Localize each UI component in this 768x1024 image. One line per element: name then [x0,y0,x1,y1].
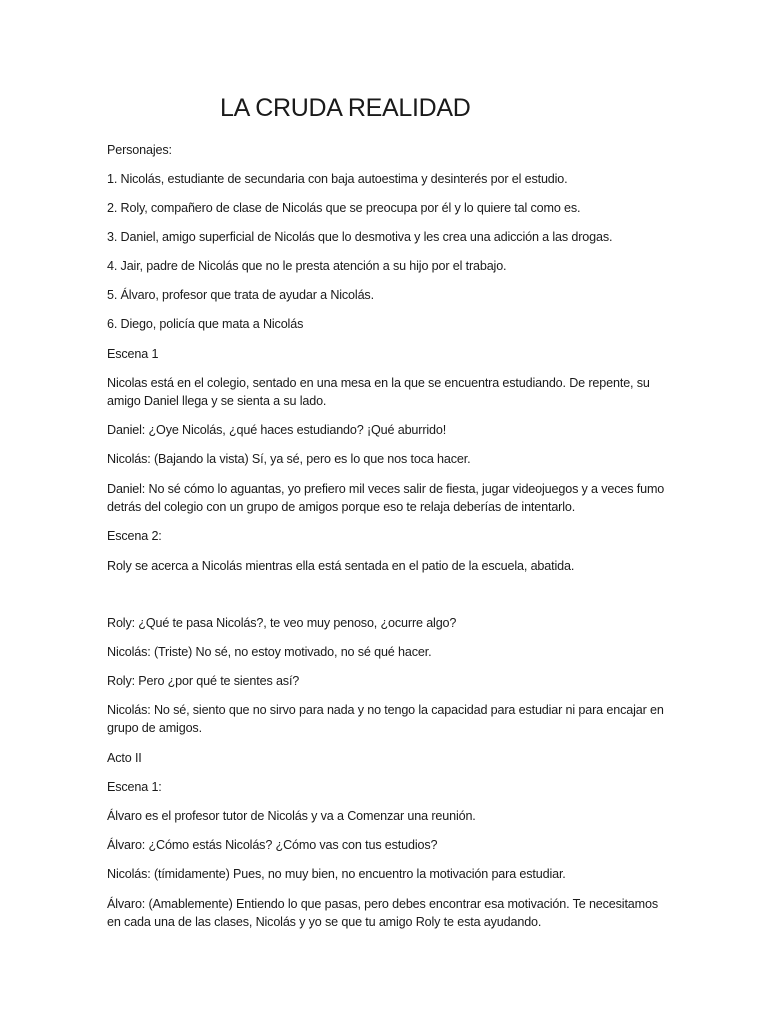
paragraph-act-heading: Acto II [107,751,142,765]
paragraph-dialogue: Nicolás: (Triste) No sé, no estoy motivado, no sé qué hacer. [107,645,432,659]
paragraph-dialogue: Nicolás: (tímidamente) Pues, no muy bien, no encuentro la motivación para estudiar. [107,867,566,881]
paragraph-stage-direction: Álvaro es el profesor tutor de Nicolás y va a Comenzar una reunión. [107,809,476,823]
paragraph-personajes: Personajes: [107,143,172,157]
paragraph-character-1: 1. Nicolás, estudiante de secundaria con baja autoestima y desinterés por el estudio. [107,172,568,186]
paragraph-scene-heading: Escena 1 [107,347,159,361]
paragraph-character-5: 5. Álvaro, profesor que trata de ayudar a Nicolás. [107,288,374,302]
paragraph-stage-direction: Nicolas está en el colegio, sentado en una mesa en la que se encuentra estudiando. De repente, su amigo Daniel llega y se sienta a su lado. [107,376,650,408]
paragraph-dialogue: Daniel: ¿Oye Nicolás, ¿qué haces estudiando? ¡Qué aburrido! [107,423,447,437]
paragraph-dialogue: Roly: ¿Qué te pasa Nicolás?, te veo muy penoso, ¿ocurre algo? [107,616,457,630]
paragraph-dialogue: Nicolás: No sé, siento que no sirvo para nada y no tengo la capacidad para estudiar ni para encajar en grupo de amigos. [107,703,664,735]
paragraph-dialogue: Álvaro: (Amablemente) Entiendo lo que pasas, pero debes encontrar esa motivación. Te necesitamos en cada una de las clases, Nicolás y yo se que tu amigo Roly te esta ayudando. [107,897,659,929]
paragraph-character-6: 6. Diego, policía que mata a Nicolás [107,317,304,331]
paragraph-character-4: 4. Jair, padre de Nicolás que no le presta atención a su hijo por el trabajo. [107,259,507,273]
paragraph-stage-direction: Roly se acerca a Nicolás mientras ella está sentada en el patio de la escuela, abatida. [107,559,575,573]
paragraph-dialogue: Daniel: No sé cómo lo aguantas, yo prefiero mil veces salir de fiesta, jugar videojuegos y a veces fumo detrás del colegio con un grupo de amigos porque eso te relaja deberías de intentarlo. [107,482,665,514]
paragraph-dialogue: Nicolás: (Bajando la vista) Sí, ya sé, pero es lo que nos toca hacer. [107,452,471,466]
paragraph-dialogue: Álvaro: ¿Cómo estás Nicolás? ¿Cómo vas con tus estudios? [107,838,438,852]
paragraph-scene-heading: Escena 1: [107,780,162,794]
document-title: LA CRUDA REALIDAD [220,94,471,122]
paragraph-character-2: 2. Roly, compañero de clase de Nicolás que se preocupa por él y lo quiere tal como es. [107,201,581,215]
paragraph-character-3: 3. Daniel, amigo superficial de Nicolás que lo desmotiva y les crea una adicción a las drogas. [107,230,613,244]
paragraph-dialogue: Roly: Pero ¿por qué te sientes así? [107,674,300,688]
paragraph-scene-heading: Escena 2: [107,529,162,543]
